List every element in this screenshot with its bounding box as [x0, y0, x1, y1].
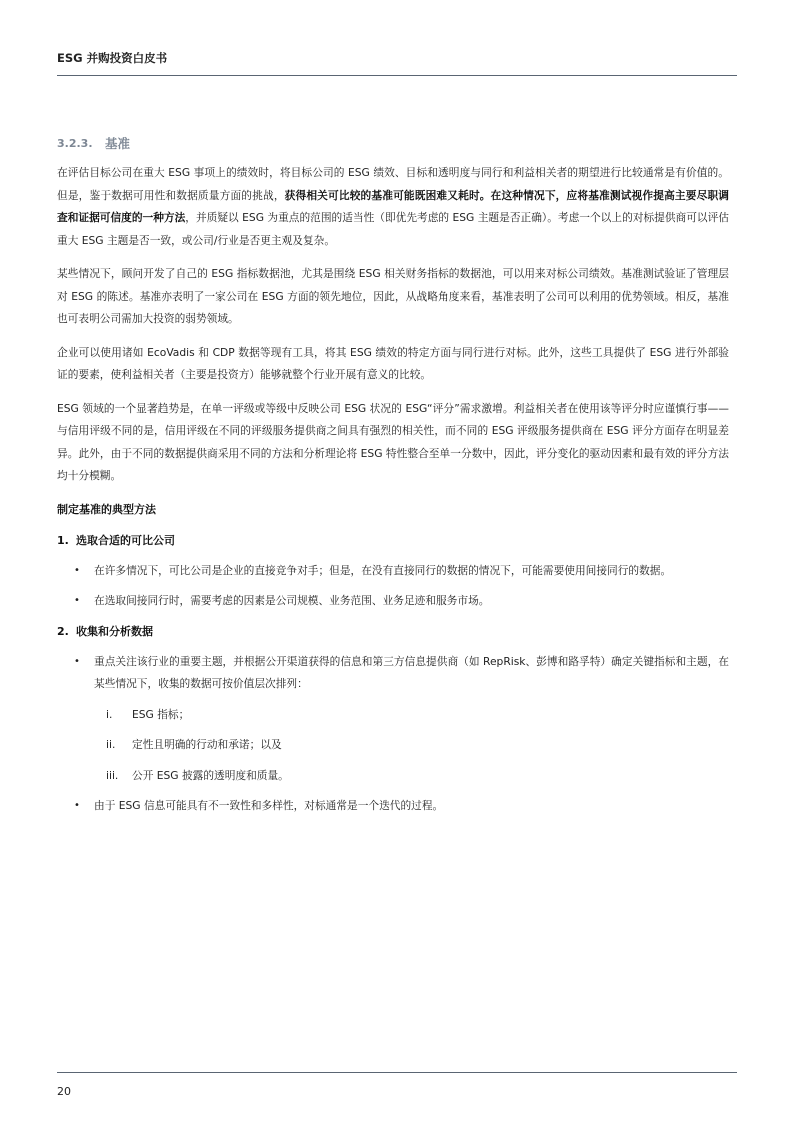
- list-item-text: 由于 ESG 信息可能具有不一致性和多样性，对标通常是一个迭代的过程。: [94, 799, 444, 812]
- numbered-heading-2-title: 收集和分析数据: [76, 624, 153, 638]
- header-divider: [57, 75, 737, 76]
- bullet-icon: •: [74, 800, 80, 811]
- list-item: [57, 795, 729, 818]
- list-item: [57, 651, 729, 696]
- footer-divider: [57, 1072, 737, 1073]
- document-header-title: ESG 并购投资白皮书: [57, 51, 168, 65]
- sub-list-item: [57, 704, 729, 727]
- sub-list-item: [57, 765, 729, 788]
- roman-numeral: ii.: [106, 738, 116, 751]
- numbered-heading-2-number: 2.: [57, 624, 69, 638]
- section-heading: [57, 132, 729, 154]
- list-item: [57, 590, 729, 613]
- roman-numeral: i.: [106, 707, 113, 721]
- numbered-heading-1: [57, 530, 729, 552]
- bullet-icon: •: [74, 655, 80, 667]
- sub-list-item: [57, 734, 729, 757]
- list-item-text: 在许多情况下，可比公司是企业的直接竞争对手；但是，在没有直接同行的数据的情况下，可能需要使用间接同行的数据。: [94, 563, 672, 577]
- sub-list-item-text: ESG 指标；: [132, 707, 190, 721]
- sub-list-item-text: 公开 ESG 披露的透明度和质量。: [132, 768, 289, 782]
- paragraph-2: 某些情况下，顾问开发了自己的 ESG 指标数据池，尤其是围绕 ESG 相关财务指标的数据池，可以用来对标公司绩效。基准测试验证了管理层对 ESG 的陈述。基准亦表明了一家公司在 ESG 方面的领先地位，因此，从战略角度来看，基准表明了公司可以利用的优势领域。相反，基准也可表明公司需加大投资的弱势领域。: [57, 267, 729, 325]
- numbered-heading-2: [57, 621, 729, 643]
- paragraph-1-text-c: ，并质疑以 ESG 为重点的范围的适当性（即优先考虑的 ESG 主题是否正确）。考虑一个以上的对标提供商可以评估重大 ESG 主题是否一致，或公司/行业是否更主观及复杂。: [57, 211, 729, 247]
- roman-numeral: iii.: [106, 768, 119, 782]
- sub-list-item-text: 定性且明确的行动和承诺；以及: [132, 738, 282, 751]
- page-content: [57, 132, 729, 826]
- numbered-heading-1-title: 选取合适的可比公司: [76, 533, 175, 547]
- numbered-heading-1-number: 1.: [57, 533, 69, 547]
- list-item-text: 重点关注该行业的重要主题，并根据公开渠道获得的信息和第三方信息提供商（如 RepRisk、彭博和路孚特）确定关键指标和主题，在某些情况下，收集的数据可按价值层次排列：: [94, 654, 729, 690]
- page-number: 20: [57, 1085, 71, 1098]
- section-title: 基准: [105, 136, 131, 151]
- paragraph-4: ESG 领域的一个显著趋势是，在单一评级或等级中反映公司 ESG 状况的 ESG“评分”需求激增。利益相关者在使用该等评分时应谨慎行事——与信用评级不同的是，信用评级在不同的评级服务提供商之间具有强烈的相关性，而不同的 ESG 评级服务提供商在 ESG 评分方面存在明显差异。此外，由于不同的数据提供商采用不同的方法和分析理论将 ESG 特性整合至单一分数中，因此，评分变化的驱动因素和最有效的评分方法均十分模糊。: [57, 401, 729, 482]
- list-item-text: 在选取间接同行时，需要考虑的因素是公司规模、业务范围、业务足迹和服务市场。: [94, 594, 490, 607]
- bullet-icon: •: [74, 564, 80, 576]
- paragraph-3: 企业可以使用诸如 EcoVadis 和 CDP 数据等现有工具，将其 ESG 绩效的特定方面与同行进行对标。此外，这些工具提供了 ESG 进行外部验证的要素，使利益相关者（主要是投资方）能够就整个行业开展有意义的比较。: [57, 345, 729, 381]
- section-number: 3.2.3.: [57, 136, 93, 150]
- bullet-icon: •: [74, 595, 80, 606]
- paragraph-1-text-a: 在评估目标公司在重大 ESG 事项上的绩效时，将目标公司的 ESG 绩效、目标和透明度与同行和利益相关者的期望进行比较通常是有价值的。但是，鉴于数据可用性和数据质量方面的挑战，: [57, 166, 729, 202]
- paragraph-1: [57, 162, 729, 252]
- list-item: [57, 560, 729, 583]
- paragraph-1-bold-text: 获得相关可比较的基准可能既困难又耗时。在这种情况下，应将基准测试视作提高主要尽职调查和证据可信度的一种方法: [57, 188, 729, 224]
- approaches-heading: 制定基准的典型方法: [57, 502, 156, 516]
